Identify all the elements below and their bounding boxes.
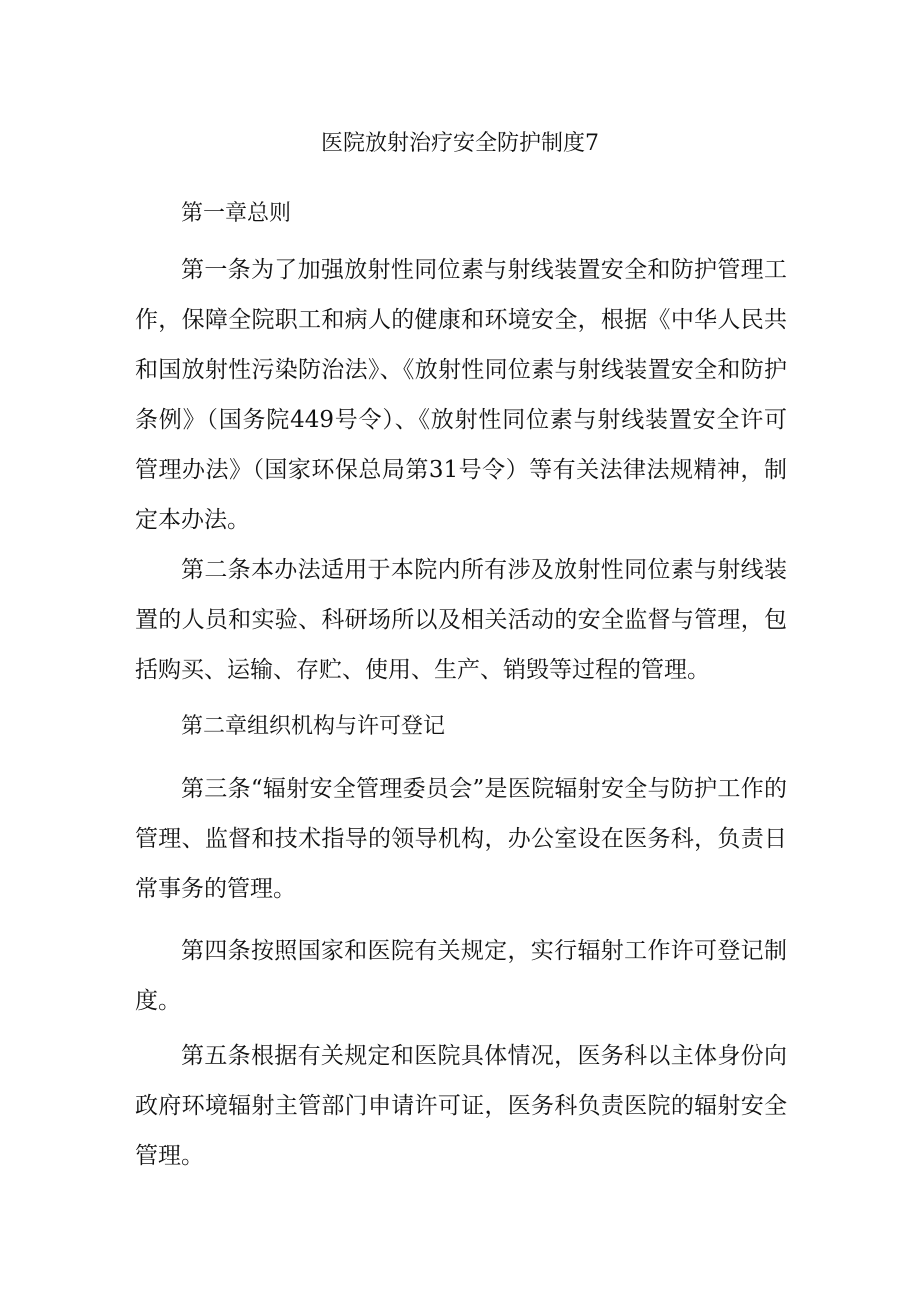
article-1-paragraph: 第一条为了加强放射性同位素与射线装置安全和防护管理工作，保障全院职工和病人的健康和环境安全，根据《中华人民共和国放射性污染防治法》、《放射性同位素与射线装置安全和防护条例》（国务院449号令）、《放射性同位素与射线装置安全许可管理办法》（国家环保总局第31号令）等有关法律法规精神，制定本办法。 xyxy=(135,257,787,533)
article-5-paragraph: 第五条根据有关规定和医院具体情况，医务科以主体身份向政府环境辐射主管部门申请许可证，医务科负责医院的辐射安全管理。 xyxy=(135,1043,787,1169)
article-3-paragraph: 第三条“辐射安全管理委员会”是医院辐射安全与防护工作的管理、监督和技术指导的领导机构，办公室设在医务科，负责日常事务的管理。 xyxy=(135,776,787,902)
article-4-paragraph: 第四条按照国家和医院有关规定，实行辐射工作许可登记制度。 xyxy=(135,938,787,1014)
document-title: 医院放射治疗安全防护制度7 xyxy=(321,131,599,156)
article-2-paragraph: 第二条本办法适用于本院内所有涉及放射性同位素与射线装置的人员和实验、科研场所以及相关活动的安全监督与管理，包括购买、运输、存贮、使用、生产、销毁等过程的管理。 xyxy=(135,557,787,683)
chapter-1-heading: 第一章总则 xyxy=(181,201,292,226)
chapter-2-heading: 第二章组织机构与许可登记 xyxy=(181,714,446,739)
